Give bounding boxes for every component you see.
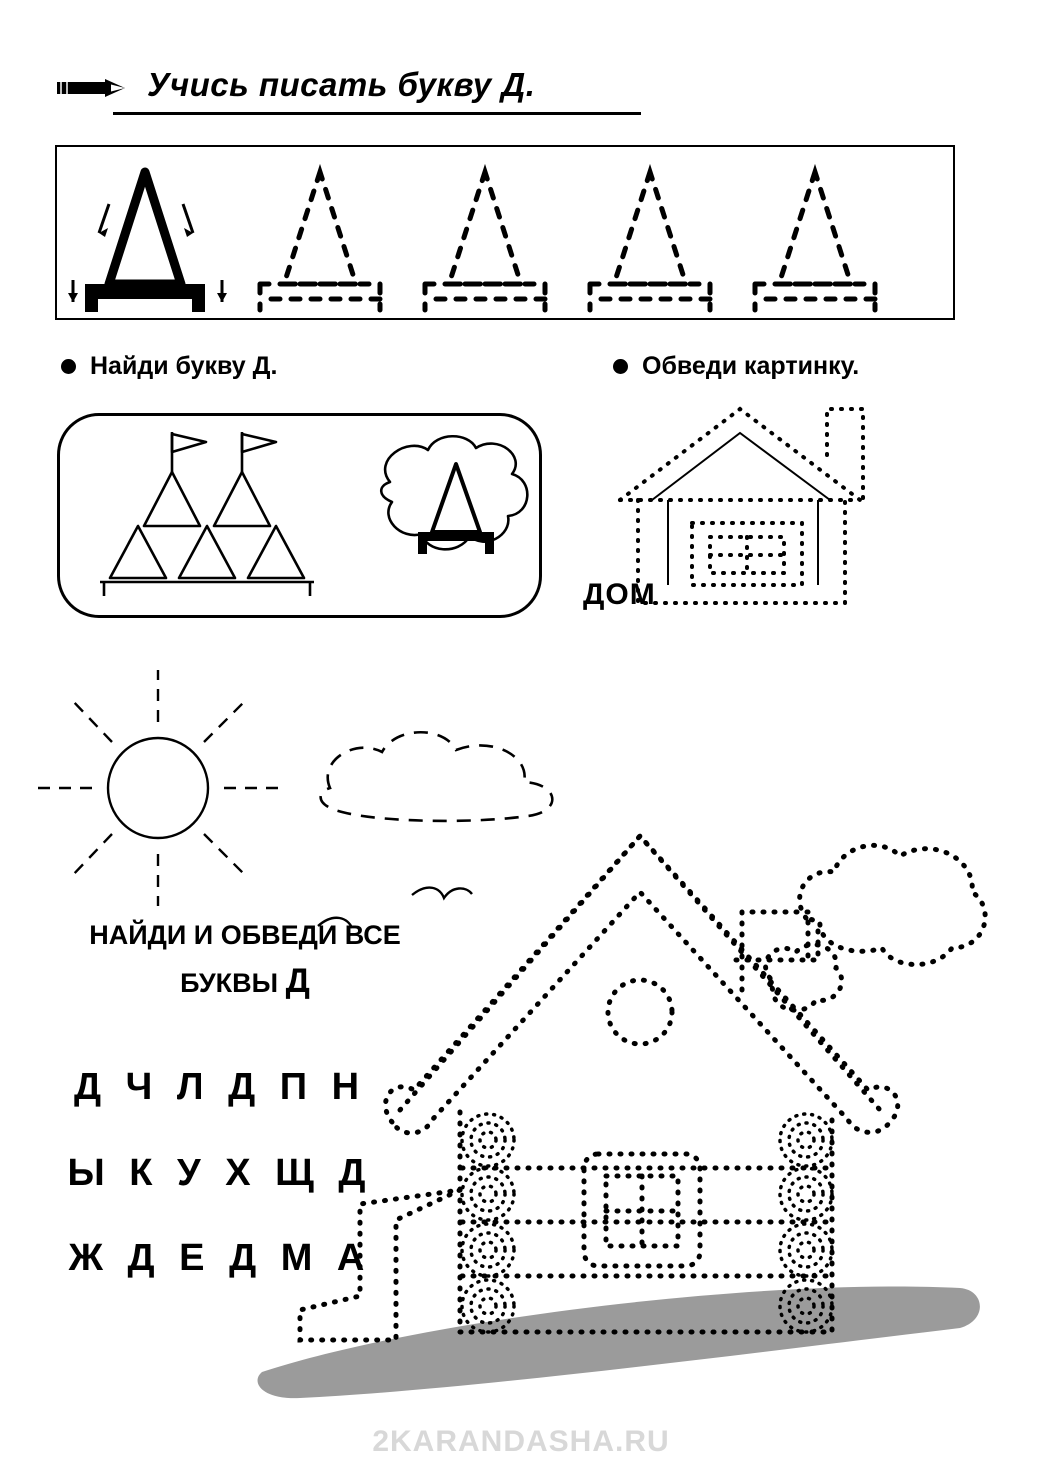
tree-letter-d-base [418, 532, 494, 554]
letter-grid-row: Ж Д Е Д М А [68, 1237, 372, 1279]
task-find-letter [61, 352, 277, 381]
find-letter-illustrations [60, 416, 539, 615]
footer-watermark [0, 1425, 1042, 1459]
letter-grid-row: Д Ч Л Д П Н [73, 1066, 367, 1108]
find-letter-box [57, 413, 542, 618]
pencil-icon [55, 76, 133, 100]
task-find-letter-label: Найди букву Д. [90, 352, 278, 380]
house-outline-dotted [620, 409, 863, 603]
tracing-letters-svg [57, 147, 953, 318]
sun-drawing [36, 670, 280, 906]
page-title: Учись писать букву Д. [147, 66, 536, 103]
dotted-letter-group [260, 172, 875, 310]
triangle-pyramid [100, 432, 314, 596]
letter-tracing-strip [55, 145, 955, 320]
picture-word-label: ДОМ [583, 578, 656, 611]
model-letter-d [68, 172, 227, 312]
smoke-dotted [766, 845, 986, 1010]
title-underline [113, 112, 641, 115]
scene-instruction-line2-prefix: БУКВЫ [180, 967, 286, 998]
task-trace-picture-label: Обведи картинку. [642, 352, 860, 380]
scene-instruction-target-letter: Д [285, 961, 310, 1000]
task-trace-picture [613, 352, 859, 381]
bullet-dot-icon [61, 359, 76, 374]
cloud-dashed [321, 732, 553, 821]
task-bullets-row [55, 352, 955, 388]
bullet-dot-icon [613, 359, 628, 374]
scene-instruction-line1: НАЙДИ И ОБВЕДИ ВСЕ [89, 920, 401, 950]
letter-grid [55, 1045, 385, 1302]
scene-instruction [55, 915, 435, 1007]
watermark-text: 2KARANDASHA.RU [372, 1425, 670, 1458]
worksheet-header [55, 62, 615, 120]
scene-instruction-line2 [55, 956, 435, 1007]
letter-grid-row: Ы К У Х Щ Д [67, 1151, 373, 1194]
